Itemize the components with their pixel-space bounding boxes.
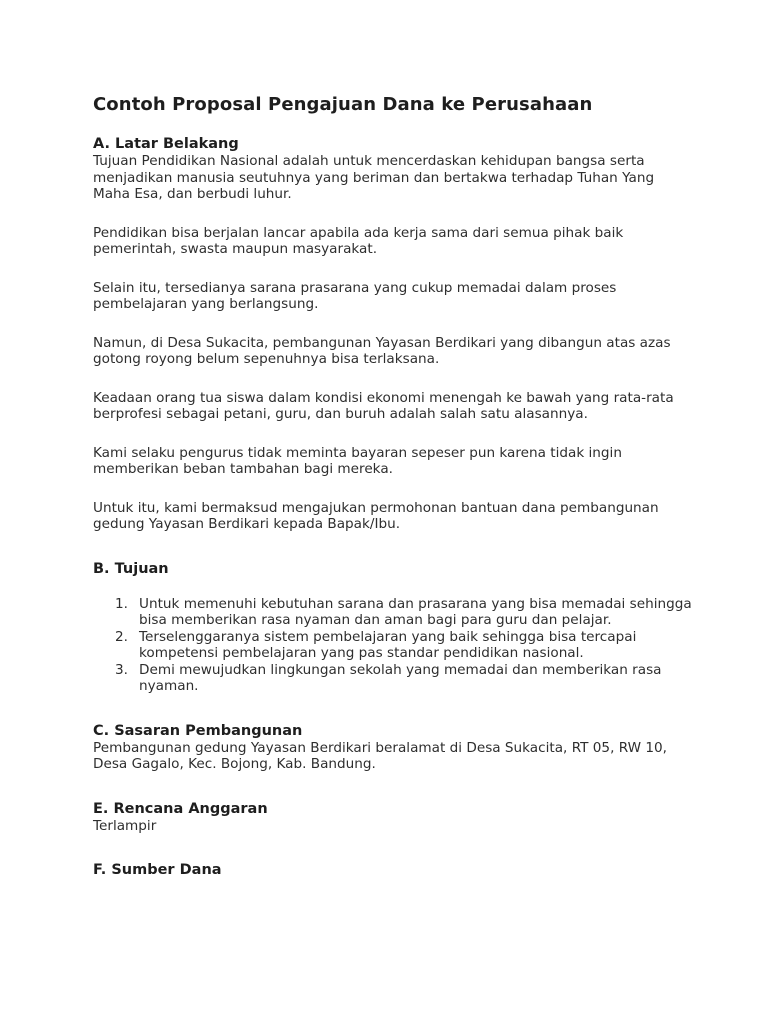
- paragraph: Keadaan orang tua siswa dalam kondisi ekonomi menengah ke bawah yang rata-rata berprofesi sebagai petani, guru, dan buruh adalah salah satu alasannya.: [93, 389, 674, 422]
- list-number: 3.: [115, 661, 128, 678]
- document-page: [93, 94, 693, 879]
- section-tujuan: [93, 561, 693, 695]
- paragraph: Pendidikan bisa berjalan lancar apabila ada kerja sama dari semua pihak baik pemerintah, swasta maupun masyarakat.: [93, 224, 624, 257]
- paragraph: Selain itu, tersedianya sarana prasarana yang cukup memadai dalam proses pembelajaran yang berlangsung.: [93, 279, 617, 312]
- section-heading: A. Latar Belakang: [93, 136, 239, 152]
- list-item: [93, 629, 693, 662]
- section-sasaran-pembangunan: [93, 723, 693, 773]
- paragraph: Untuk itu, kami bermaksud mengajukan permohonan bantuan dana pembangunan gedung Yayasan Berdikari kepada Bapak/Ibu.: [93, 499, 659, 532]
- section-rencana-anggaran: [93, 801, 693, 835]
- paragraph: Namun, di Desa Sukacita, pembangunan Yayasan Berdikari yang dibangun atas azas gotong royong belum sepenuhnya bisa terlaksana.: [93, 334, 671, 367]
- list-item-text: Untuk memenuhi kebutuhan sarana dan prasarana yang bisa memadai sehingga bisa memberikan rasa nyaman dan aman bagi para guru dan pelajar.: [139, 595, 692, 628]
- list-item: [93, 596, 693, 629]
- section-heading: B. Tujuan: [93, 560, 169, 577]
- paragraph: Pembangunan gedung Yayasan Berdikari beralamat di Desa Sukacita, RT 05, RW 10, Desa Gagalo, Kec. Bojong, Kab. Bandung.: [93, 739, 667, 772]
- section-heading: F. Sumber Dana: [93, 862, 222, 878]
- section-sumber-dana: [93, 862, 693, 879]
- document-title: Contoh Proposal Pengajuan Dana ke Perusahaan: [93, 94, 593, 115]
- paragraph: Terlampir: [93, 817, 157, 834]
- paragraph: Kami selaku pengurus tidak meminta bayaran sepeser pun karena tidak ingin memberikan beban tambahan bagi mereka.: [93, 444, 622, 477]
- list-number: 2.: [115, 628, 128, 645]
- paragraph: Tujuan Pendidikan Nasional adalah untuk mencerdaskan kehidupan bangsa serta menjadikan manusia seutuhnya yang beriman dan bertakwa terhadap Tuhan Yang Maha Esa, dan berbudi luhur.: [93, 153, 655, 202]
- section-latar-belakang: [93, 136, 693, 533]
- list-item: [93, 662, 693, 695]
- section-heading: E. Rencana Anggaran: [93, 800, 268, 817]
- section-heading: C. Sasaran Pembangunan: [93, 722, 303, 739]
- list-item-text: Terselenggaranya sistem pembelajaran yang baik sehingga bisa tercapai kompetensi pembelajaran yang pas standar pendidikan nasional.: [139, 628, 637, 661]
- goals-list: [93, 596, 693, 695]
- list-item-text: Demi mewujudkan lingkungan sekolah yang memadai dan memberikan rasa nyaman.: [139, 661, 662, 694]
- list-number: 1.: [115, 595, 128, 612]
